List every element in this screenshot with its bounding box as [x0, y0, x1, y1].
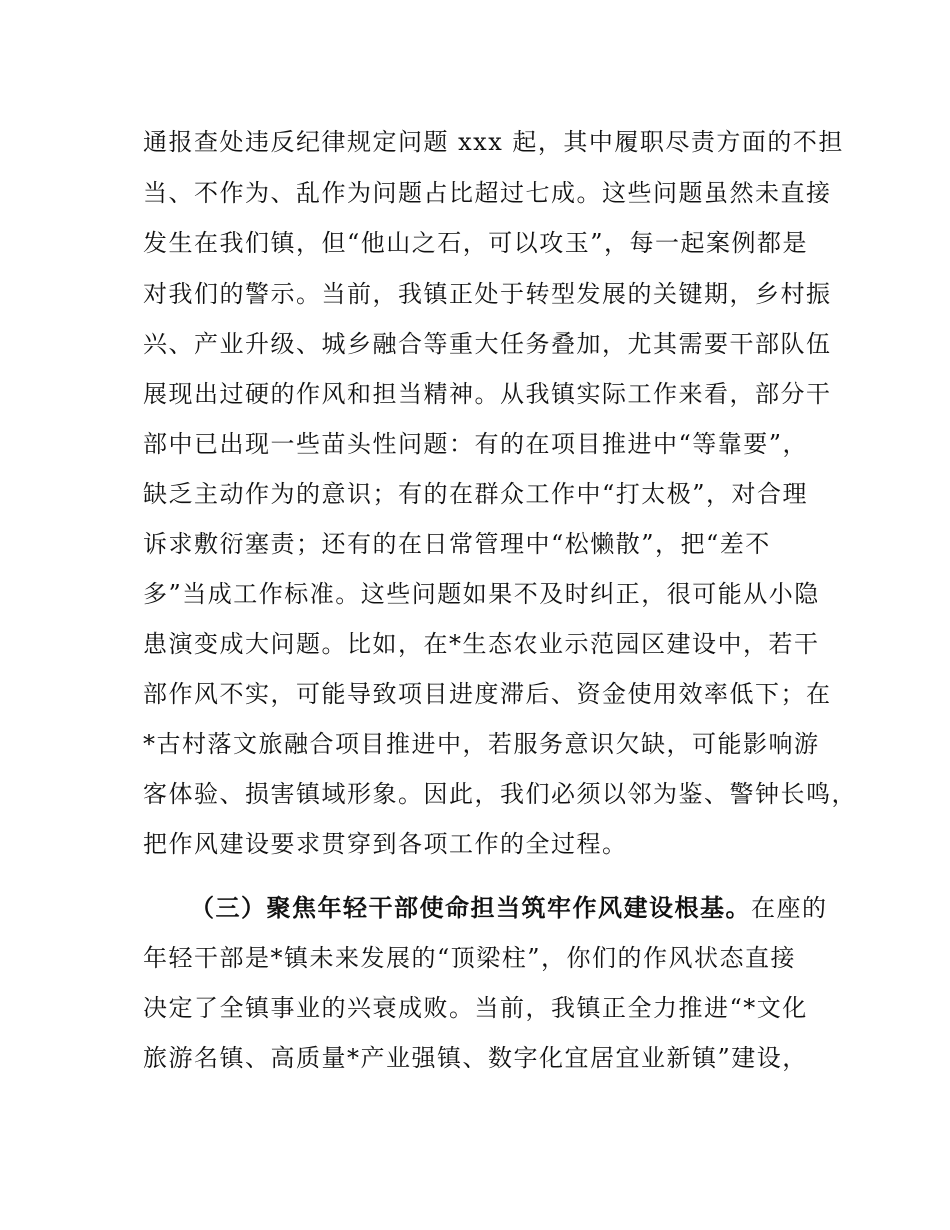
text-line: 通报查处违反纪律规定问题 xxx 起，其中履职尽责方面的不担: [143, 128, 844, 156]
text-line: 决定了全镇事业的兴衰成败。当前，我镇正全力推进“*文化: [143, 994, 808, 1022]
text-line: 部中已出现一些苗头性问题：有的在项目推进中“等靠要”，: [143, 430, 809, 458]
text-line: 诉求敷衍塞责；还有的在日常管理中“松懒散”，把“差不: [143, 530, 771, 558]
text-line: 对我们的警示。当前，我镇正处于转型发展的关键期，乡村振: [143, 280, 832, 308]
text-line: 把作风建设要求贯穿到各项工作的全过程。: [143, 830, 628, 858]
text-line: 旅游名镇、高质量*产业强镇、数字化宜居宜业新镇”建设，: [143, 1044, 808, 1072]
text-line: 客体验、损害镇域形象。因此，我们必须以邻为鉴、警钟长鸣，: [143, 780, 857, 808]
text-line: *古村落文旅融合项目推进中，若服务意识欠缺，可能影响游: [143, 730, 820, 758]
text-line: 展现出过硬的作风和担当精神。从我镇实际工作来看，部分干: [143, 380, 832, 408]
text-line: 缺乏主动作为的意识；有的在群众工作中“打太极”，对合理: [143, 480, 809, 508]
text-line-first: [190, 893, 828, 923]
section-heading: （三）聚焦年轻干部使命担当筑牢作风建设根基。: [190, 893, 751, 922]
text-line: 部作风不实，可能导致项目进度滞后、资金使用效率低下；在: [143, 680, 832, 708]
text-line: 发生在我们镇，但“他山之石，可以攻玉”，每一起案例都是: [143, 229, 809, 257]
text-line: 年轻干部是*镇未来发展的“顶梁柱”，你们的作风状态直接: [143, 944, 797, 972]
text-line: 患演变成大问题。比如，在*生态农业示范园区建设中，若干: [143, 630, 820, 658]
text-line: 当、不作为、乱作为问题占比超过七成。这些问题虽然未直接: [143, 179, 832, 207]
text-line: 兴、产业升级、城乡融合等重大任务叠加，尤其需要干部队伍: [143, 330, 832, 358]
text-line: 多”当成工作标准。这些问题如果不及时纠正，很可能从小隐: [143, 580, 820, 608]
text-line-rest: 在座的: [751, 894, 828, 922]
